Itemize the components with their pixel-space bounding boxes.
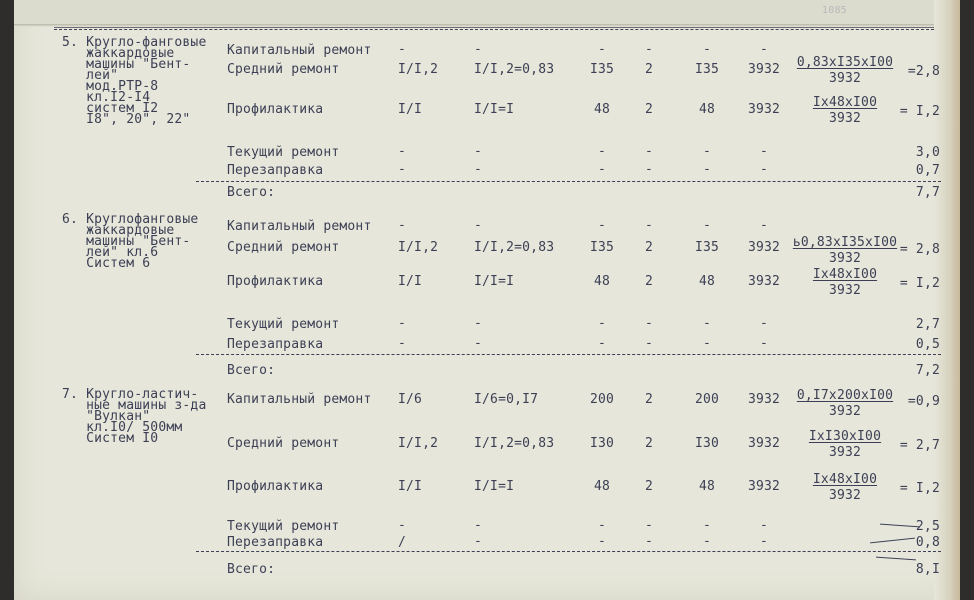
table-cell-c2: -: [474, 144, 483, 159]
table-cell-c4: -: [644, 518, 654, 533]
table-cell-c6: -: [759, 218, 769, 233]
table-cell-c4: 2: [644, 436, 654, 451]
table-cell-c6: -: [759, 144, 769, 159]
result-value: = 2,7: [899, 438, 940, 453]
result-value: 2,7: [915, 317, 940, 332]
table-cell-c3: I35: [589, 240, 615, 255]
table-cell-c4: -: [644, 218, 654, 233]
work-type-label: Капитальный ремонт: [227, 392, 372, 407]
total-label: Всего:: [227, 363, 276, 378]
table-cell-c4: -: [644, 534, 654, 549]
table-cell-c3: 48: [593, 479, 611, 494]
table-cell-c3: 48: [593, 274, 611, 289]
table-cell-c5: 48: [698, 102, 716, 117]
fraction-denominator: 3932: [828, 111, 862, 126]
table-cell-c1: I/6: [398, 392, 423, 407]
table-cell-c3: I35: [589, 62, 615, 77]
total-dashed-rule: [196, 354, 941, 355]
result-value: =2,8: [907, 64, 940, 79]
table-cell-c6: 3932: [747, 479, 781, 494]
table-cell-c3: -: [597, 42, 607, 57]
table-cell-c2: I/6=0,I7: [474, 392, 539, 407]
table-cell-c4: -: [644, 162, 654, 177]
work-type-label: Профилактика: [227, 274, 324, 289]
table-cell-c2: -: [474, 316, 483, 331]
table-cell-c1: I/I,2: [398, 240, 439, 255]
fraction-numerator: IxI30xI00: [808, 429, 882, 444]
work-type-label: Профилактика: [227, 479, 324, 494]
top-dashed-rule: [54, 29, 934, 30]
fraction-denominator: 3932: [828, 251, 862, 266]
result-value: 0,8: [915, 535, 940, 550]
table-cell-c4: 2: [644, 479, 654, 494]
work-type-label: Профилактика: [227, 102, 324, 117]
table-cell-c3: -: [597, 144, 607, 159]
previous-page-strip: [14, 0, 960, 25]
table-cell-c2: I/I=I: [474, 102, 515, 117]
equipment-description: 5. Кругло-фанговые жаккардовые машины "Бент- лей" мод.РТР-8 кл.I2-I4 систем I2 I8", 20", 22": [62, 35, 207, 127]
total-label: Всего:: [227, 185, 276, 200]
table-cell-c4: -: [644, 336, 654, 351]
equipment-description: 7. Кругло-ластич- ные машины з-да "Вулкан" кл.I0/ 500мм Систем I0: [62, 387, 207, 446]
table-cell-c6: -: [759, 162, 769, 177]
table-cell-c3: -: [597, 316, 607, 331]
calculation-fraction: [790, 389, 900, 418]
fraction-numerator: 0,I7x200xI00: [796, 388, 894, 403]
table-cell-c1: -: [398, 336, 407, 351]
table-cell-c1: I/I,2: [398, 62, 439, 77]
table-cell-c2: I/I=I: [474, 274, 515, 289]
table-cell-c5: -: [702, 42, 712, 57]
table-cell-c1: I/I: [398, 274, 423, 289]
work-type-label: Средний ремонт: [227, 240, 340, 255]
table-cell-c5: 200: [694, 392, 720, 407]
total-value: 7,2: [915, 363, 940, 378]
table-cell-c2: -: [474, 218, 483, 233]
equipment-description: 6. Круглофанговые жаккардовые машины "Бент- лей" кл.6 Систем 6: [62, 212, 199, 271]
top-rule: [54, 27, 934, 28]
table-cell-c5: -: [702, 144, 712, 159]
table-cell-c2: -: [474, 518, 483, 533]
table-cell-c5: I35: [694, 62, 720, 77]
table-cell-c1: /: [398, 535, 407, 550]
total-value: 8,I: [915, 562, 940, 577]
work-type-label: Перезаправка: [227, 163, 324, 178]
fraction-denominator: 3932: [828, 71, 862, 86]
fraction-denominator: 3932: [828, 283, 862, 298]
work-type-label: Текущий ремонт: [227, 317, 340, 332]
result-value: = 2,8: [899, 242, 940, 257]
table-cell-c4: 2: [644, 274, 654, 289]
table-cell-c6: 3932: [747, 62, 781, 77]
table-cell-c2: I/I,2=0,83: [474, 436, 555, 451]
calculation-fraction: [790, 268, 900, 297]
calculation-fraction: [790, 236, 900, 265]
table-cell-c5: -: [702, 518, 712, 533]
table-cell-c2: -: [474, 534, 483, 549]
fraction-numerator: Ix48xI00: [812, 472, 878, 487]
result-value: = I,2: [899, 276, 940, 291]
table-cell-c6: 3932: [747, 436, 781, 451]
table-cell-c1: -: [398, 316, 407, 331]
table-cell-c4: -: [644, 316, 654, 331]
table-cell-c5: -: [702, 218, 712, 233]
total-dashed-rule: [196, 181, 941, 182]
table-cell-c1: -: [398, 42, 407, 57]
fraction-numerator: ь0,83xI35xI00: [792, 235, 898, 250]
fraction-denominator: 3932: [828, 445, 862, 460]
result-value: =0,9: [907, 394, 940, 409]
table-cell-c1: I/I,2: [398, 436, 439, 451]
table-cell-c3: I30: [589, 436, 615, 451]
fraction-denominator: 3932: [828, 488, 862, 503]
table-cell-c3: -: [597, 162, 607, 177]
table-cell-c2: -: [474, 162, 483, 177]
work-type-label: Перезаправка: [227, 535, 324, 550]
total-dashed-rule: [196, 551, 941, 552]
table-cell-c2: I/I,2=0,83: [474, 240, 555, 255]
calculation-fraction: [790, 473, 900, 502]
table-cell-c2: -: [474, 42, 483, 57]
table-cell-c6: 3932: [747, 240, 781, 255]
result-value: = I,2: [899, 481, 940, 496]
table-cell-c3: -: [597, 336, 607, 351]
table-cell-c5: -: [702, 336, 712, 351]
table-cell-c1: -: [398, 218, 407, 233]
table-cell-c5: 48: [698, 274, 716, 289]
table-cell-c3: 200: [589, 392, 615, 407]
table-cell-c5: I35: [694, 240, 720, 255]
table-cell-c5: -: [702, 534, 712, 549]
table-cell-c1: I/I: [398, 479, 423, 494]
faint-page-number: 1085: [822, 5, 847, 16]
table-cell-c6: 3932: [747, 392, 781, 407]
table-cell-c3: -: [597, 518, 607, 533]
fraction-numerator: Ix48xI00: [812, 95, 878, 110]
result-value: 2,5: [915, 519, 940, 534]
result-value: 0,7: [915, 163, 940, 178]
table-cell-c4: -: [644, 42, 654, 57]
table-cell-c4: 2: [644, 240, 654, 255]
page-right-edge: [934, 0, 960, 600]
table-cell-c6: 3932: [747, 102, 781, 117]
table-cell-c4: 2: [644, 102, 654, 117]
work-type-label: Средний ремонт: [227, 62, 340, 77]
work-type-label: Капитальный ремонт: [227, 219, 372, 234]
table-cell-c6: -: [759, 518, 769, 533]
calculation-fraction: [790, 96, 900, 125]
calculation-fraction: [790, 56, 900, 85]
table-cell-c6: 3932: [747, 274, 781, 289]
table-cell-c5: -: [702, 162, 712, 177]
table-cell-c2: -: [474, 336, 483, 351]
table-cell-c4: 2: [644, 62, 654, 77]
table-cell-c4: -: [644, 144, 654, 159]
table-cell-c5: 48: [698, 479, 716, 494]
table-cell-c3: 48: [593, 102, 611, 117]
table-cell-c1: -: [398, 144, 407, 159]
table-cell-c6: -: [759, 336, 769, 351]
work-type-label: Текущий ремонт: [227, 145, 340, 160]
table-cell-c1: I/I: [398, 102, 423, 117]
table-cell-c1: -: [398, 518, 407, 533]
table-cell-c6: -: [759, 42, 769, 57]
fraction-denominator: 3932: [828, 404, 862, 419]
table-cell-c6: -: [759, 316, 769, 331]
fraction-numerator: 0,83xI35xI00: [796, 55, 894, 70]
work-type-label: Перезаправка: [227, 337, 324, 352]
table-cell-c6: -: [759, 534, 769, 549]
fraction-numerator: Ix48xI00: [812, 267, 878, 282]
work-type-label: Текущий ремонт: [227, 519, 340, 534]
total-label: Всего:: [227, 562, 276, 577]
table-cell-c5: -: [702, 316, 712, 331]
table-cell-c5: I30: [694, 436, 720, 451]
table-cell-c4: 2: [644, 392, 654, 407]
table-cell-c3: -: [597, 218, 607, 233]
result-value: 3,0: [915, 145, 940, 160]
work-type-label: Капитальный ремонт: [227, 43, 372, 58]
table-cell-c2: I/I,2=0,83: [474, 62, 555, 77]
table-cell-c3: -: [597, 534, 607, 549]
result-value: 0,5: [915, 337, 940, 352]
result-value: = I,2: [899, 104, 940, 119]
calculation-fraction: [790, 430, 900, 459]
total-value: 7,7: [915, 185, 940, 200]
table-cell-c2: I/I=I: [474, 479, 515, 494]
table-cell-c1: -: [398, 162, 407, 177]
work-type-label: Средний ремонт: [227, 436, 340, 451]
